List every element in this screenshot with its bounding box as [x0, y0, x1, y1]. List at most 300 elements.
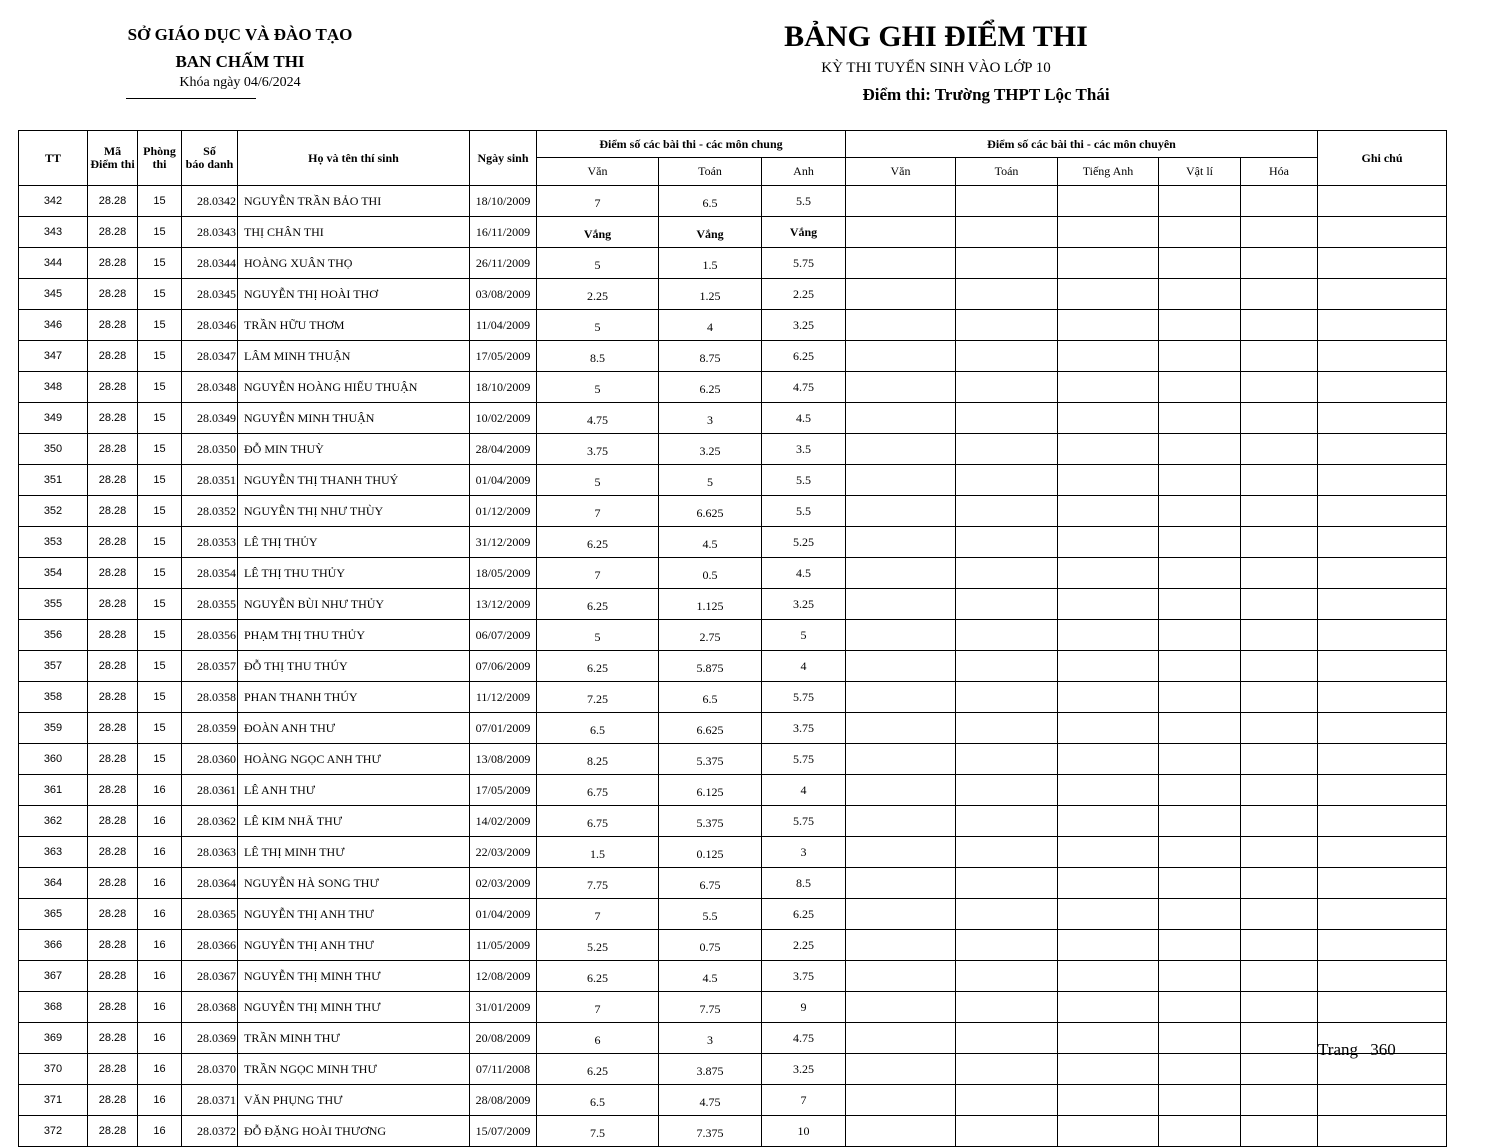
cell-date-of-birth: 11/12/2009 [470, 682, 537, 713]
table-row [19, 899, 1447, 930]
cell-candidate-number: 28.0352 [182, 496, 238, 527]
cell-candidate-number: 28.0368 [182, 992, 238, 1023]
cell-exam-site-code: 28.28 [88, 279, 138, 310]
cell-specialized-english [1058, 1054, 1159, 1085]
cell-general-literature: 5 [537, 620, 659, 651]
cell-specialized-physics [1159, 1116, 1241, 1147]
cell-general-literature: 5.25 [537, 930, 659, 961]
cell-specialized-english [1058, 403, 1159, 434]
cell-tt: 349 [19, 403, 88, 434]
table-row [19, 868, 1447, 899]
cell-notes [1318, 186, 1447, 217]
cell-specialized-literature [846, 217, 956, 248]
cell-general-literature: 6.5 [537, 713, 659, 744]
cell-specialized-english [1058, 651, 1159, 682]
cell-specialized-chemistry [1241, 527, 1318, 558]
cell-specialized-literature [846, 744, 956, 775]
cell-general-literature: 5 [537, 372, 659, 403]
cell-full-name: NGUYỄN THỊ ANH THƯ [238, 930, 470, 961]
cell-specialized-chemistry [1241, 558, 1318, 589]
cell-room: 16 [138, 868, 182, 899]
cell-room: 15 [138, 496, 182, 527]
cell-general-math: 0.5 [659, 558, 762, 589]
cell-general-math: 3.25 [659, 434, 762, 465]
table-row [19, 744, 1447, 775]
cell-notes [1318, 620, 1447, 651]
cell-full-name: NGUYỄN HÀ SONG THƯ [238, 868, 470, 899]
cell-tt: 365 [19, 899, 88, 930]
cell-candidate-number: 28.0370 [182, 1054, 238, 1085]
cell-specialized-english [1058, 279, 1159, 310]
cell-general-math: 5.375 [659, 744, 762, 775]
cell-candidate-number: 28.0372 [182, 1116, 238, 1147]
cell-notes [1318, 372, 1447, 403]
cell-specialized-english [1058, 930, 1159, 961]
cell-specialized-literature [846, 1054, 956, 1085]
cell-specialized-math [956, 620, 1058, 651]
table-row [19, 713, 1447, 744]
issuer-block [100, 24, 380, 92]
cell-specialized-english [1058, 961, 1159, 992]
cell-general-literature: 7 [537, 992, 659, 1023]
cell-date-of-birth: 31/01/2009 [470, 992, 537, 1023]
cell-specialized-physics [1159, 248, 1241, 279]
cell-general-literature: 4.75 [537, 403, 659, 434]
cell-exam-site-code: 28.28 [88, 620, 138, 651]
cell-specialized-literature [846, 403, 956, 434]
cell-notes [1318, 1085, 1447, 1116]
cell-specialized-english [1058, 310, 1159, 341]
table-row [19, 310, 1447, 341]
cell-room: 15 [138, 372, 182, 403]
cell-date-of-birth: 28/08/2009 [470, 1085, 537, 1116]
table-row [19, 992, 1447, 1023]
cell-room: 15 [138, 186, 182, 217]
cell-date-of-birth: 01/04/2009 [470, 465, 537, 496]
cell-specialized-literature [846, 930, 956, 961]
cell-notes [1318, 279, 1447, 310]
cell-specialized-literature [846, 682, 956, 713]
cell-specialized-literature [846, 837, 956, 868]
cell-specialized-chemistry [1241, 248, 1318, 279]
table-row [19, 403, 1447, 434]
cell-general-english: 9 [762, 992, 846, 1023]
cell-date-of-birth: 07/06/2009 [470, 651, 537, 682]
cell-general-english: 4.5 [762, 558, 846, 589]
cell-specialized-literature [846, 1023, 956, 1054]
cell-exam-site-code: 28.28 [88, 186, 138, 217]
cell-general-english: 5 [762, 620, 846, 651]
cell-specialized-chemistry [1241, 1054, 1318, 1085]
cell-room: 16 [138, 775, 182, 806]
cell-general-math: 0.75 [659, 930, 762, 961]
cell-exam-site-code: 28.28 [88, 651, 138, 682]
cell-general-math: 7.75 [659, 992, 762, 1023]
cell-candidate-number: 28.0360 [182, 744, 238, 775]
cell-general-math: 3.875 [659, 1054, 762, 1085]
cell-specialized-physics [1159, 310, 1241, 341]
cell-specialized-english [1058, 899, 1159, 930]
cell-specialized-literature [846, 434, 956, 465]
cell-tt: 353 [19, 527, 88, 558]
cell-general-english: 3.75 [762, 961, 846, 992]
cell-specialized-chemistry [1241, 713, 1318, 744]
cell-specialized-physics [1159, 589, 1241, 620]
table-row [19, 1085, 1447, 1116]
score-table [18, 130, 1447, 1147]
page-label: Trang [1318, 1040, 1358, 1059]
cell-specialized-math [956, 279, 1058, 310]
cell-tt: 369 [19, 1023, 88, 1054]
cell-general-english: 2.25 [762, 279, 846, 310]
cell-specialized-literature [846, 651, 956, 682]
cell-general-english: 8.5 [762, 868, 846, 899]
cell-specialized-chemistry [1241, 310, 1318, 341]
col-general-english: Anh [762, 158, 846, 186]
cell-specialized-literature [846, 868, 956, 899]
cell-specialized-math [956, 1085, 1058, 1116]
cell-tt: 372 [19, 1116, 88, 1147]
cell-specialized-english [1058, 372, 1159, 403]
cell-room: 15 [138, 434, 182, 465]
table-row [19, 434, 1447, 465]
cell-specialized-chemistry [1241, 279, 1318, 310]
cell-exam-site-code: 28.28 [88, 217, 138, 248]
cell-general-literature: 7.25 [537, 682, 659, 713]
cell-general-english: 6.25 [762, 341, 846, 372]
page-number: 360 [1370, 1040, 1396, 1059]
cell-date-of-birth: 17/05/2009 [470, 341, 537, 372]
cell-specialized-physics [1159, 992, 1241, 1023]
cell-exam-site-code: 28.28 [88, 992, 138, 1023]
cell-candidate-number: 28.0359 [182, 713, 238, 744]
cell-specialized-chemistry [1241, 465, 1318, 496]
cell-exam-site-code: 28.28 [88, 837, 138, 868]
cell-specialized-english [1058, 682, 1159, 713]
cell-exam-site-code: 28.28 [88, 527, 138, 558]
cell-general-math: 3 [659, 403, 762, 434]
cell-exam-site-code: 28.28 [88, 465, 138, 496]
cell-specialized-chemistry [1241, 682, 1318, 713]
cell-full-name: NGUYỄN THỊ HOÀI THƠ [238, 279, 470, 310]
cell-specialized-physics [1159, 744, 1241, 775]
cell-full-name: LÊ THỊ THỦY [238, 527, 470, 558]
cell-specialized-literature [846, 620, 956, 651]
cell-room: 15 [138, 713, 182, 744]
cell-date-of-birth: 07/11/2008 [470, 1054, 537, 1085]
exam-venue: Điểm thi: Trường THPT Lộc Thái [862, 85, 1110, 104]
cell-date-of-birth: 22/03/2009 [470, 837, 537, 868]
cell-specialized-physics [1159, 713, 1241, 744]
cell-candidate-number: 28.0351 [182, 465, 238, 496]
cell-specialized-chemistry [1241, 1085, 1318, 1116]
cell-tt: 347 [19, 341, 88, 372]
cell-general-math: 5.5 [659, 899, 762, 930]
cell-general-math: Vắng [659, 217, 762, 248]
cell-tt: 342 [19, 186, 88, 217]
cell-candidate-number: 28.0349 [182, 403, 238, 434]
cell-date-of-birth: 13/08/2009 [470, 744, 537, 775]
cell-date-of-birth: 02/03/2009 [470, 868, 537, 899]
cell-general-english: 5.75 [762, 744, 846, 775]
table-row [19, 465, 1447, 496]
cell-full-name: TRẦN HỮU THƠM [238, 310, 470, 341]
cell-exam-site-code: 28.28 [88, 434, 138, 465]
cell-specialized-physics [1159, 1054, 1241, 1085]
cell-tt: 352 [19, 496, 88, 527]
cell-tt: 357 [19, 651, 88, 682]
cell-specialized-physics [1159, 930, 1241, 961]
cell-general-literature: 3.75 [537, 434, 659, 465]
cell-general-math: 8.75 [659, 341, 762, 372]
cell-specialized-math [956, 961, 1058, 992]
col-specialized-physics: Vật lí [1159, 158, 1241, 186]
cell-general-math: 6.125 [659, 775, 762, 806]
cell-specialized-english [1058, 434, 1159, 465]
cell-general-literature: 8.25 [537, 744, 659, 775]
cell-notes [1318, 930, 1447, 961]
cell-general-english: Vắng [762, 217, 846, 248]
cell-specialized-chemistry [1241, 651, 1318, 682]
cell-tt: 368 [19, 992, 88, 1023]
cell-specialized-physics [1159, 837, 1241, 868]
cell-specialized-chemistry [1241, 217, 1318, 248]
cell-full-name: ĐỖ ĐẶNG HOÀI THƯƠNG [238, 1116, 470, 1147]
cell-general-literature: 5 [537, 465, 659, 496]
cell-room: 15 [138, 310, 182, 341]
cell-general-literature: 7 [537, 186, 659, 217]
exam-name: KỲ THI TUYỂN SINH VÀO LỚP 10 [821, 60, 1051, 76]
cell-specialized-english [1058, 527, 1159, 558]
cell-specialized-chemistry [1241, 837, 1318, 868]
cell-specialized-math [956, 558, 1058, 589]
col-group-specialized: Điểm số các bài thi - các môn chuyên [846, 131, 1318, 158]
cell-full-name: NGUYỄN THỊ NHƯ THÙY [238, 496, 470, 527]
cell-exam-site-code: 28.28 [88, 775, 138, 806]
table-row [19, 806, 1447, 837]
cell-room: 16 [138, 961, 182, 992]
cell-specialized-literature [846, 775, 956, 806]
cell-general-math: 6.5 [659, 186, 762, 217]
cell-general-literature: 7 [537, 899, 659, 930]
cell-general-math: 7.375 [659, 1116, 762, 1147]
cell-specialized-literature [846, 372, 956, 403]
cell-general-math: 1.5 [659, 248, 762, 279]
cell-specialized-math [956, 465, 1058, 496]
col-general-literature: Văn [537, 158, 659, 186]
cell-general-english: 3 [762, 837, 846, 868]
cell-full-name: ĐỖ THỊ THU THÚY [238, 651, 470, 682]
cell-notes [1318, 434, 1447, 465]
cell-specialized-physics [1159, 961, 1241, 992]
cell-specialized-math [956, 744, 1058, 775]
cell-general-literature: 6.25 [537, 651, 659, 682]
cell-general-literature: 6.25 [537, 961, 659, 992]
cell-general-literature: 6.75 [537, 775, 659, 806]
cell-full-name: PHẠM THỊ THU THỦY [238, 620, 470, 651]
cell-specialized-literature [846, 1085, 956, 1116]
board-name: BAN CHẤM THI [175, 52, 305, 71]
cell-room: 15 [138, 403, 182, 434]
table-row [19, 186, 1447, 217]
cell-specialized-math [956, 1023, 1058, 1054]
cell-room: 15 [138, 558, 182, 589]
cell-specialized-english [1058, 775, 1159, 806]
cell-candidate-number: 28.0363 [182, 837, 238, 868]
cell-specialized-literature [846, 527, 956, 558]
cell-candidate-number: 28.0345 [182, 279, 238, 310]
cell-general-literature: 6.25 [537, 589, 659, 620]
cell-specialized-chemistry [1241, 868, 1318, 899]
cell-specialized-math [956, 930, 1058, 961]
cell-candidate-number: 28.0354 [182, 558, 238, 589]
table-row [19, 341, 1447, 372]
cell-specialized-math [956, 992, 1058, 1023]
cell-specialized-math [956, 186, 1058, 217]
cell-general-english: 5.5 [762, 186, 846, 217]
cell-notes [1318, 1116, 1447, 1147]
cell-specialized-math [956, 1054, 1058, 1085]
cell-general-math: 5.375 [659, 806, 762, 837]
cell-specialized-english [1058, 992, 1159, 1023]
cell-room: 16 [138, 992, 182, 1023]
cell-exam-site-code: 28.28 [88, 589, 138, 620]
page-footer [1318, 1040, 1396, 1060]
cell-exam-site-code: 28.28 [88, 558, 138, 589]
cell-exam-site-code: 28.28 [88, 868, 138, 899]
cell-exam-site-code: 28.28 [88, 248, 138, 279]
cell-general-math: 4.5 [659, 527, 762, 558]
table-row [19, 527, 1447, 558]
cell-full-name: NGUYỄN HOÀNG HIẾU THUẬN [238, 372, 470, 403]
cell-specialized-chemistry [1241, 1116, 1318, 1147]
cell-general-literature: 1.5 [537, 837, 659, 868]
cell-full-name: LÊ KIM NHÃ THƯ [238, 806, 470, 837]
cell-candidate-number: 28.0358 [182, 682, 238, 713]
cell-specialized-literature [846, 899, 956, 930]
cell-specialized-chemistry [1241, 589, 1318, 620]
cell-general-english: 3.5 [762, 434, 846, 465]
cell-room: 15 [138, 589, 182, 620]
cell-specialized-english [1058, 1085, 1159, 1116]
cell-specialized-english [1058, 868, 1159, 899]
cell-specialized-english [1058, 341, 1159, 372]
cell-specialized-physics [1159, 651, 1241, 682]
cell-specialized-english [1058, 465, 1159, 496]
cell-candidate-number: 28.0366 [182, 930, 238, 961]
cell-date-of-birth: 11/04/2009 [470, 310, 537, 341]
col-date-of-birth: Ngày sinh [470, 131, 537, 186]
cell-general-literature: 2.25 [537, 279, 659, 310]
cell-notes [1318, 465, 1447, 496]
cell-exam-site-code: 28.28 [88, 1023, 138, 1054]
cell-full-name: TRẦN NGỌC MINH THƯ [238, 1054, 470, 1085]
table-row [19, 279, 1447, 310]
cell-room: 15 [138, 682, 182, 713]
cell-specialized-chemistry [1241, 775, 1318, 806]
cell-specialized-physics [1159, 279, 1241, 310]
cell-specialized-chemistry [1241, 403, 1318, 434]
cell-specialized-literature [846, 465, 956, 496]
cell-tt: 360 [19, 744, 88, 775]
cell-candidate-number: 28.0348 [182, 372, 238, 403]
cell-date-of-birth: 14/02/2009 [470, 806, 537, 837]
cell-general-literature: 6 [537, 1023, 659, 1054]
cell-specialized-literature [846, 713, 956, 744]
cell-room: 15 [138, 744, 182, 775]
cell-date-of-birth: 28/04/2009 [470, 434, 537, 465]
title-block [686, 16, 1186, 106]
cell-exam-site-code: 28.28 [88, 403, 138, 434]
col-specialized-english: Tiếng Anh [1058, 158, 1159, 186]
cell-candidate-number: 28.0369 [182, 1023, 238, 1054]
cell-date-of-birth: 07/01/2009 [470, 713, 537, 744]
cell-specialized-literature [846, 1116, 956, 1147]
cell-date-of-birth: 12/08/2009 [470, 961, 537, 992]
cell-candidate-number: 28.0355 [182, 589, 238, 620]
department-name: SỞ GIÁO DỤC VÀ ĐÀO TẠO [127, 25, 353, 44]
cell-room: 16 [138, 1085, 182, 1116]
cell-specialized-physics [1159, 403, 1241, 434]
cell-specialized-literature [846, 961, 956, 992]
table-row [19, 558, 1447, 589]
cell-general-math: 6.25 [659, 372, 762, 403]
cell-notes [1318, 496, 1447, 527]
cell-specialized-physics [1159, 217, 1241, 248]
cell-specialized-math [956, 217, 1058, 248]
cell-room: 15 [138, 248, 182, 279]
cell-specialized-physics [1159, 868, 1241, 899]
cell-date-of-birth: 03/08/2009 [470, 279, 537, 310]
cell-candidate-number: 28.0344 [182, 248, 238, 279]
cell-exam-site-code: 28.28 [88, 744, 138, 775]
cell-exam-site-code: 28.28 [88, 899, 138, 930]
cell-candidate-number: 28.0347 [182, 341, 238, 372]
cell-specialized-literature [846, 992, 956, 1023]
cell-specialized-math [956, 837, 1058, 868]
cell-specialized-chemistry [1241, 620, 1318, 651]
cell-specialized-literature [846, 310, 956, 341]
cell-general-english: 4 [762, 775, 846, 806]
table-row [19, 961, 1447, 992]
cell-general-math: 1.25 [659, 279, 762, 310]
cell-specialized-english [1058, 248, 1159, 279]
cell-full-name: VĂN PHỤNG THƯ [238, 1085, 470, 1116]
cell-specialized-chemistry [1241, 899, 1318, 930]
cell-exam-site-code: 28.28 [88, 341, 138, 372]
cell-notes [1318, 992, 1447, 1023]
cell-room: 16 [138, 837, 182, 868]
cell-general-english: 10 [762, 1116, 846, 1147]
cell-specialized-literature [846, 806, 956, 837]
cell-general-english: 5.25 [762, 527, 846, 558]
cell-full-name: NGUYỄN BÙI NHƯ THỦY [238, 589, 470, 620]
cell-full-name: NGUYỄN THỊ THANH THUÝ [238, 465, 470, 496]
cell-specialized-math [956, 899, 1058, 930]
cell-tt: 343 [19, 217, 88, 248]
cell-room: 15 [138, 527, 182, 558]
cell-specialized-physics [1159, 465, 1241, 496]
cell-specialized-math [956, 806, 1058, 837]
cell-exam-site-code: 28.28 [88, 682, 138, 713]
cell-exam-site-code: 28.28 [88, 496, 138, 527]
cell-general-english: 3.75 [762, 713, 846, 744]
cell-candidate-number: 28.0362 [182, 806, 238, 837]
table-row [19, 775, 1447, 806]
cell-general-math: 6.625 [659, 713, 762, 744]
cell-specialized-english [1058, 558, 1159, 589]
cell-specialized-english [1058, 217, 1159, 248]
